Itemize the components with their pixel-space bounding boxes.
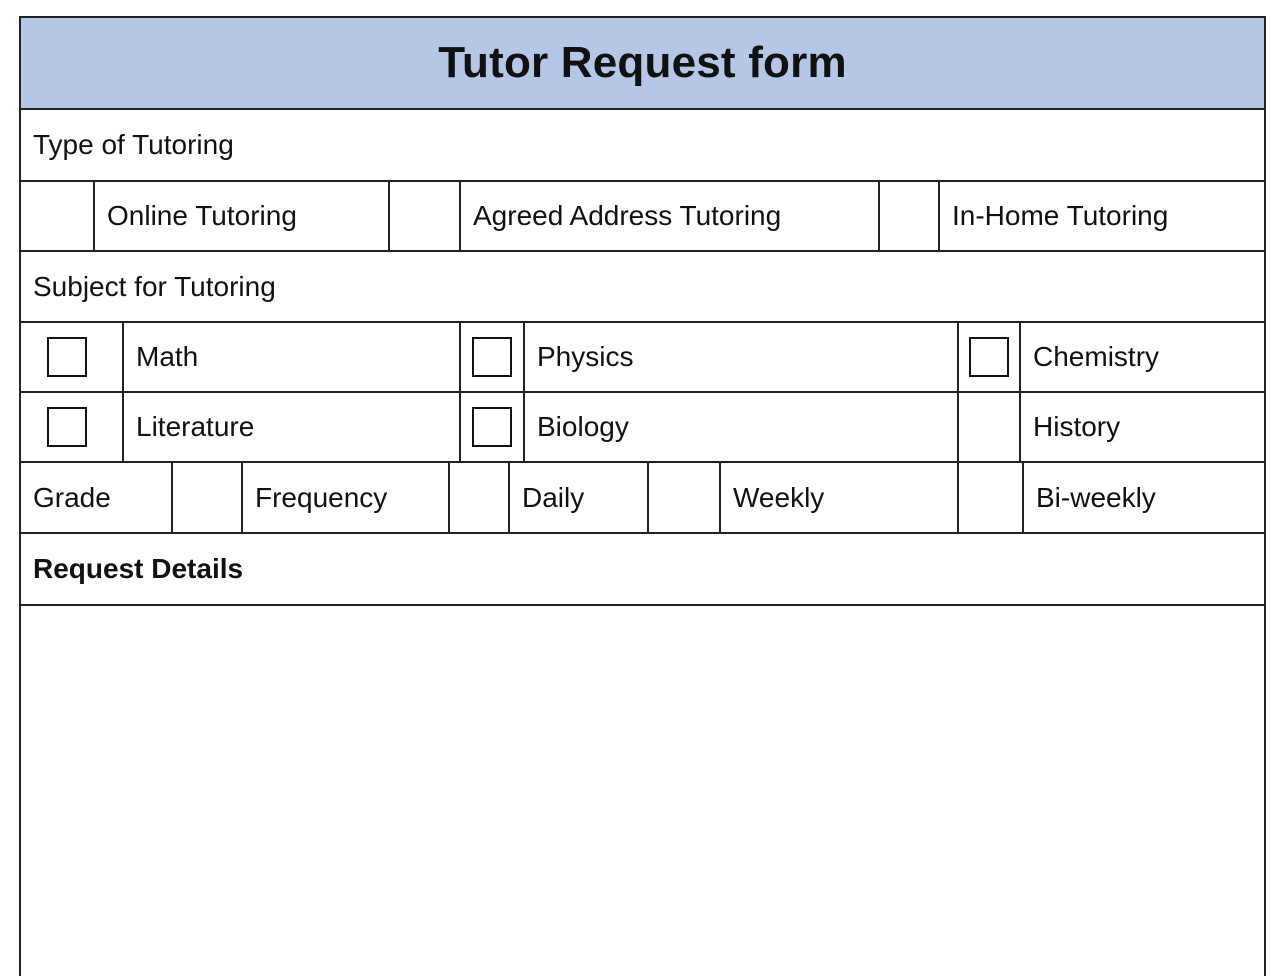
form-title: Tutor Request form — [438, 38, 847, 87]
literature-checkbox[interactable] — [47, 407, 87, 447]
in-home-tutoring-label: In-Home Tutoring — [938, 182, 1264, 250]
request-details-row — [21, 534, 1264, 606]
physics-label: Physics — [523, 323, 957, 391]
math-label: Math — [122, 323, 459, 391]
form-header — [21, 18, 1264, 110]
subject-heading-row — [21, 252, 1264, 323]
chemistry-label: Chemistry — [1019, 323, 1264, 391]
type-heading-row — [21, 110, 1264, 182]
physics-checkbox-cell — [459, 323, 523, 391]
biology-checkbox-cell — [459, 393, 523, 461]
math-checkbox-cell — [21, 323, 122, 391]
chemistry-checkbox-cell — [957, 323, 1019, 391]
online-tutoring-mark[interactable] — [21, 182, 93, 250]
grade-label: Grade — [33, 481, 111, 513]
subject-row-1 — [21, 323, 1264, 393]
request-details-label: Request Details — [33, 553, 244, 584]
math-checkbox[interactable] — [47, 337, 87, 377]
daily-label: Daily — [508, 463, 647, 532]
literature-checkbox-cell — [21, 393, 122, 461]
grade-field[interactable] — [171, 463, 241, 532]
history-mark[interactable] — [957, 393, 1019, 461]
bi-weekly-mark[interactable] — [957, 463, 1022, 532]
weekly-label: Weekly — [719, 463, 957, 532]
online-tutoring-label: Online Tutoring — [93, 182, 388, 250]
type-of-tutoring-label: Type of Tutoring — [33, 129, 234, 160]
frequency-label: Frequency — [241, 463, 448, 532]
in-home-tutoring-mark[interactable] — [878, 182, 938, 250]
chemistry-checkbox[interactable] — [969, 337, 1009, 377]
agreed-address-tutoring-mark[interactable] — [388, 182, 459, 250]
tutor-request-form — [19, 16, 1266, 976]
physics-checkbox[interactable] — [472, 337, 512, 377]
bi-weekly-label: Bi-weekly — [1022, 463, 1264, 532]
weekly-mark[interactable] — [647, 463, 719, 532]
subject-for-tutoring-label: Subject for Tutoring — [33, 270, 276, 302]
subject-row-2 — [21, 393, 1264, 463]
daily-mark[interactable] — [448, 463, 508, 532]
grade-frequency-row — [21, 463, 1264, 534]
request-details-field[interactable] — [21, 606, 1264, 978]
biology-checkbox[interactable] — [472, 407, 512, 447]
type-options-row — [21, 182, 1264, 252]
literature-label: Literature — [122, 393, 459, 461]
agreed-address-tutoring-label: Agreed Address Tutoring — [459, 182, 878, 250]
history-label: History — [1019, 393, 1264, 461]
biology-label: Biology — [523, 393, 957, 461]
